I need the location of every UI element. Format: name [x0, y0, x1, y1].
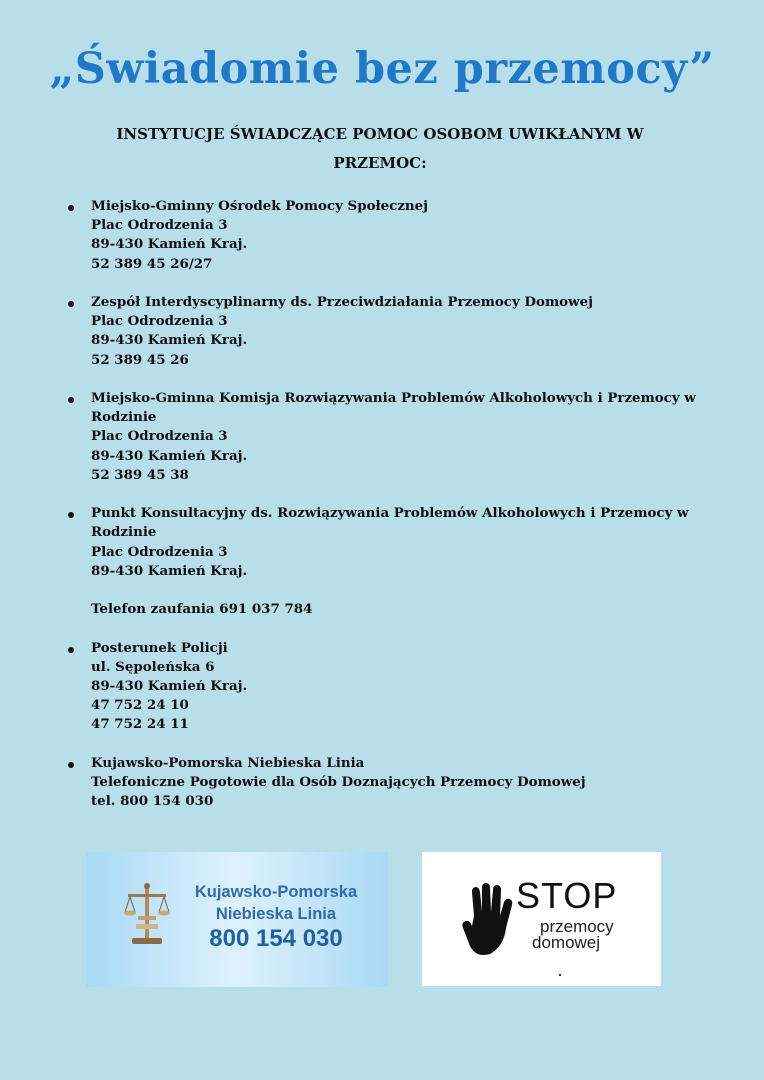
stop-word: STOP [516, 875, 618, 916]
bullet-icon [68, 512, 74, 518]
institution-address: Plac Odrodzenia 3 [91, 313, 228, 330]
logo-line1: przemocy [540, 917, 614, 936]
logo-phone-number: 800 154 030 [209, 925, 343, 952]
list-item [66, 389, 706, 485]
niebieska-linia-logo [86, 852, 388, 987]
bullet-icon [68, 205, 74, 211]
institution-city: 89-430 Kamień Kraj. [91, 332, 248, 349]
institution-address: ul. Sępoleńska 6 [91, 658, 215, 675]
bullet-icon [68, 647, 74, 653]
institution-name: Posterunek Policji [91, 639, 228, 656]
institution-phone-2: 47 752 24 11 [91, 716, 189, 733]
institution-name-cont: Rodzinie [91, 409, 157, 426]
institution-city: 89-430 Kamień Kraj. [91, 447, 248, 464]
scales-of-justice-icon [124, 882, 170, 948]
list-item [66, 639, 706, 735]
institution-phone: 52 389 45 38 [91, 466, 189, 483]
institution-name: Punkt Konsultacyjny ds. Rozwiązywania Problemów Alkoholowych i Przemocy w [91, 505, 689, 522]
list-item [66, 504, 706, 619]
institution-name: Miejsko-Gminna Komisja Rozwiązywania Problemów Alkoholowych i Przemocy w [91, 390, 696, 406]
institution-address: Plac Odrodzenia 3 [91, 217, 228, 234]
logo-title-line2: Niebieska Linia [215, 905, 337, 923]
institution-phone: tel. 800 154 030 [91, 793, 214, 810]
bullet-icon [68, 762, 74, 768]
decorative-dot [559, 974, 561, 976]
stop-przemocy-logo [422, 852, 661, 986]
black-hand-icon [460, 882, 518, 960]
institution-description: Telefoniczne Pogotowie dla Osób Doznających Przemocy Domowej [91, 774, 586, 790]
institution-address: Plac Odrodzenia 3 [91, 543, 228, 560]
institution-phone: 47 752 24 10 [91, 697, 189, 714]
institutions-list [66, 197, 706, 831]
institution-phone: 52 389 45 26 [91, 351, 189, 368]
institution-name: Kujawsko-Pomorska Niebieska Linia [91, 754, 365, 771]
list-item [66, 754, 706, 812]
institution-name: Miejsko-Gminny Ośrodek Pomocy Społecznej [91, 198, 429, 214]
institution-name-cont: Rodzinie [91, 524, 157, 541]
bullet-icon [68, 397, 74, 403]
logo-title-line1: Kujawsko-Pomorska [194, 883, 358, 901]
list-item [66, 197, 706, 274]
page-subtitle: INSTYTUCJE ŚWIADCZĄCE POMOC OSOBOM UWIKŁANYM W PRZEMOC: [116, 125, 644, 172]
bullet-icon [68, 301, 74, 307]
institution-city: 89-430 Kamień Kraj. [91, 562, 248, 579]
institution-address: Plac Odrodzenia 3 [91, 428, 228, 445]
institution-phone: 52 389 45 26/27 [91, 255, 213, 272]
spacer [91, 581, 706, 600]
page-title: „Świadomie bez przemocy” [49, 44, 715, 94]
institution-phone: Telefon zaufania 691 037 784 [91, 601, 313, 618]
logo-line2: domowej [532, 933, 601, 952]
institution-name: Zespół Interdyscyplinarny ds. Przeciwdziałania Przemocy Domowej [91, 294, 593, 310]
institution-city: 89-430 Kamień Kraj. [91, 678, 248, 694]
institution-city: 89-430 Kamień Kraj. [91, 236, 248, 253]
list-item [66, 293, 706, 370]
